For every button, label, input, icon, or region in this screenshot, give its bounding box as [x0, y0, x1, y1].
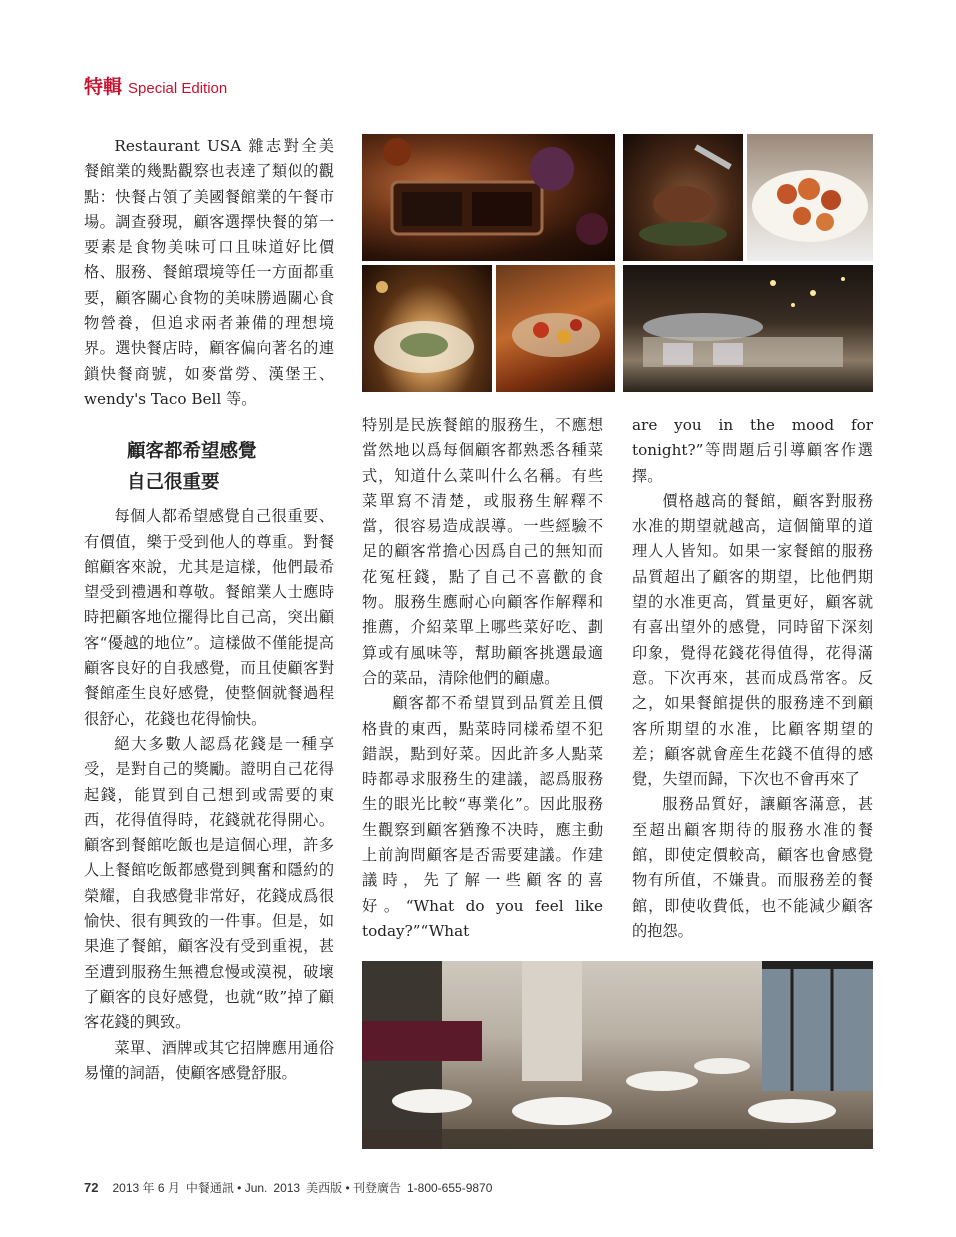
section-subtitle: Special Edition [128, 80, 228, 97]
photo-chafing-dishes [623, 265, 873, 392]
footer-date: 2013 年 6 月 [112, 1181, 180, 1195]
photo-appetizer-plate [747, 134, 873, 261]
paragraph: 價格越高的餐館，顧客對服務水准的期望就越高，這個簡單的道理人人皆知。如果一家餐館的服務品質超出了顧客的期望，比他們期望的水准更高，質量更好，顧客就有喜出望外的感覺，同時留下深刻印象，覺得花錢花得值得，花得滿意。下次再來，甚而成爲常客。反之，如果餐館提供的服務達不到顧客所期望的水准，比顧客期望的差；顧客就會産生花錢不值得的感覺，失望而歸，下次也不會再來了 [632, 491, 873, 789]
photo-dessert-fondue [362, 134, 615, 261]
paragraph: 菜單、酒牌或其它招牌應用通俗易懂的詞語，使顧客感覺舒服。 [84, 1038, 334, 1082]
buffet-shapes [496, 265, 615, 392]
photo-candle-plate [362, 265, 492, 392]
footer-publication: 中餐通訊 • Jun. [185, 1181, 268, 1195]
article-column-2 [362, 413, 603, 944]
footer-phone: 1-800-655-9870 [406, 1181, 493, 1195]
footer-edition: 美西版 • 刊登廣告 [306, 1181, 401, 1195]
paragraph: 每個人都希望感覺自己很重要、有價值，樂于受到他人的尊重。對餐館顧客來說，尤其是這樣，他們最希望受到禮遇和尊敬。餐館業人士應時時把顧客地位擺得比自己高，突出顧客“優越的地位”。這樣做不僅能提高顧客良好的自我感覺，而且使顧客對餐館產生良好感覺，使整個就餐過程很舒心，花錢也花得愉快。 [84, 507, 334, 728]
photo-buffet-table [496, 265, 615, 392]
photo-restaurant-interior [362, 961, 873, 1149]
photo-chef-carving [623, 134, 743, 261]
chafing-shapes [623, 265, 873, 392]
carving-shapes [623, 134, 743, 261]
subheading-line-1: 顧客都希望感覺 [127, 441, 257, 463]
footer-year: 2013 [273, 1181, 301, 1195]
page-number: 72 [84, 1180, 99, 1195]
paragraph: 特别是民族餐館的服務生，不應想當然地以爲每個顧客都熟悉各種菜式，知道什么菜叫什么名稱。有些菜單寫不清楚，或服務生解釋不當，很容易造成誤導。一些經驗不足的顧客常擔心因爲自己的無知而花冤枉錢，點了自己不喜歡的食物。服務生應耐心向顧客作解釋和推薦，介紹菜單上哪些菜好吃、劃算或有風味等，幫助顧客挑選最適合的菜品，清除他們的顧慮。 [362, 416, 603, 687]
plate-shapes [362, 265, 492, 392]
subheading-line-2: 自己很重要 [127, 472, 220, 494]
section-header [84, 72, 227, 99]
interior-shapes [362, 961, 873, 1149]
paragraph: Restaurant USA 雜志對全美餐館業的幾點觀察也表達了類似的觀點：快餐占領了美國餐館業的午餐市場。調查發現，顧客選擇快餐的第一要素是食物美味可口且味道好比價格、服務、餐館環境等任一方面都重要，顧客關心食物的美味勝過關心食物營養，但追求兩者兼備的理想境界。選快餐店時，顧客偏向著名的連鎖快餐商號，如麥當勞、漢堡王、wendy's Taco Bell 等。 [84, 137, 334, 408]
paragraph: 絕大多數人認爲花錢是一種享受，是對自己的獎勵。證明自己花得起錢，能買到自己想到或需要的東西，花得值得時，花錢就花得開心。顧客到餐館吃飯也是這個心理，許多人上餐館吃飯都感覺到興奮和隱約的榮耀，自我感覺非常好，花錢成爲很愉快、很有興致的一件事。但是，如果進了餐館，顧客没有受到重視，甚至遭到服務生無禮怠慢或漠視，破壞了顧客的良好感覺，也就“敗”掉了顧客花錢的興致。 [84, 734, 334, 1032]
article-column-3 [632, 413, 873, 944]
subheading [84, 436, 334, 498]
paragraph: 服務品質好，讓顧客滿意，甚至超出顧客期待的服務水准的餐館，即使定價較高，顧客也會感覺物有所值，不嫌貴。而服務差的餐館，即使收費低，也不能減少顧客的抱怨。 [632, 795, 873, 940]
appetizer-shapes [747, 134, 873, 261]
section-title: 特輯 [84, 76, 123, 98]
article-column-1 [84, 134, 334, 1086]
paragraph: are you in the mood for tonight?”等問題后引導顧客作選擇。 [632, 416, 873, 485]
paragraph: 顧客都不希望買到品質差且價格貴的東西，點菜時同樣希望不犯錯誤，點到好菜。因此許多人點菜時都尋求服務生的建議，認爲服務生的眼光比較“專業化”。因此服務生觀察到顧客猶豫不决時，應主動上前詢問顧客是否需要建議。作建議時，先了解一些顧客的喜好。“What do you feel like today?”“What [362, 694, 603, 940]
fondue-shapes [362, 134, 615, 261]
page-footer [84, 1179, 492, 1196]
